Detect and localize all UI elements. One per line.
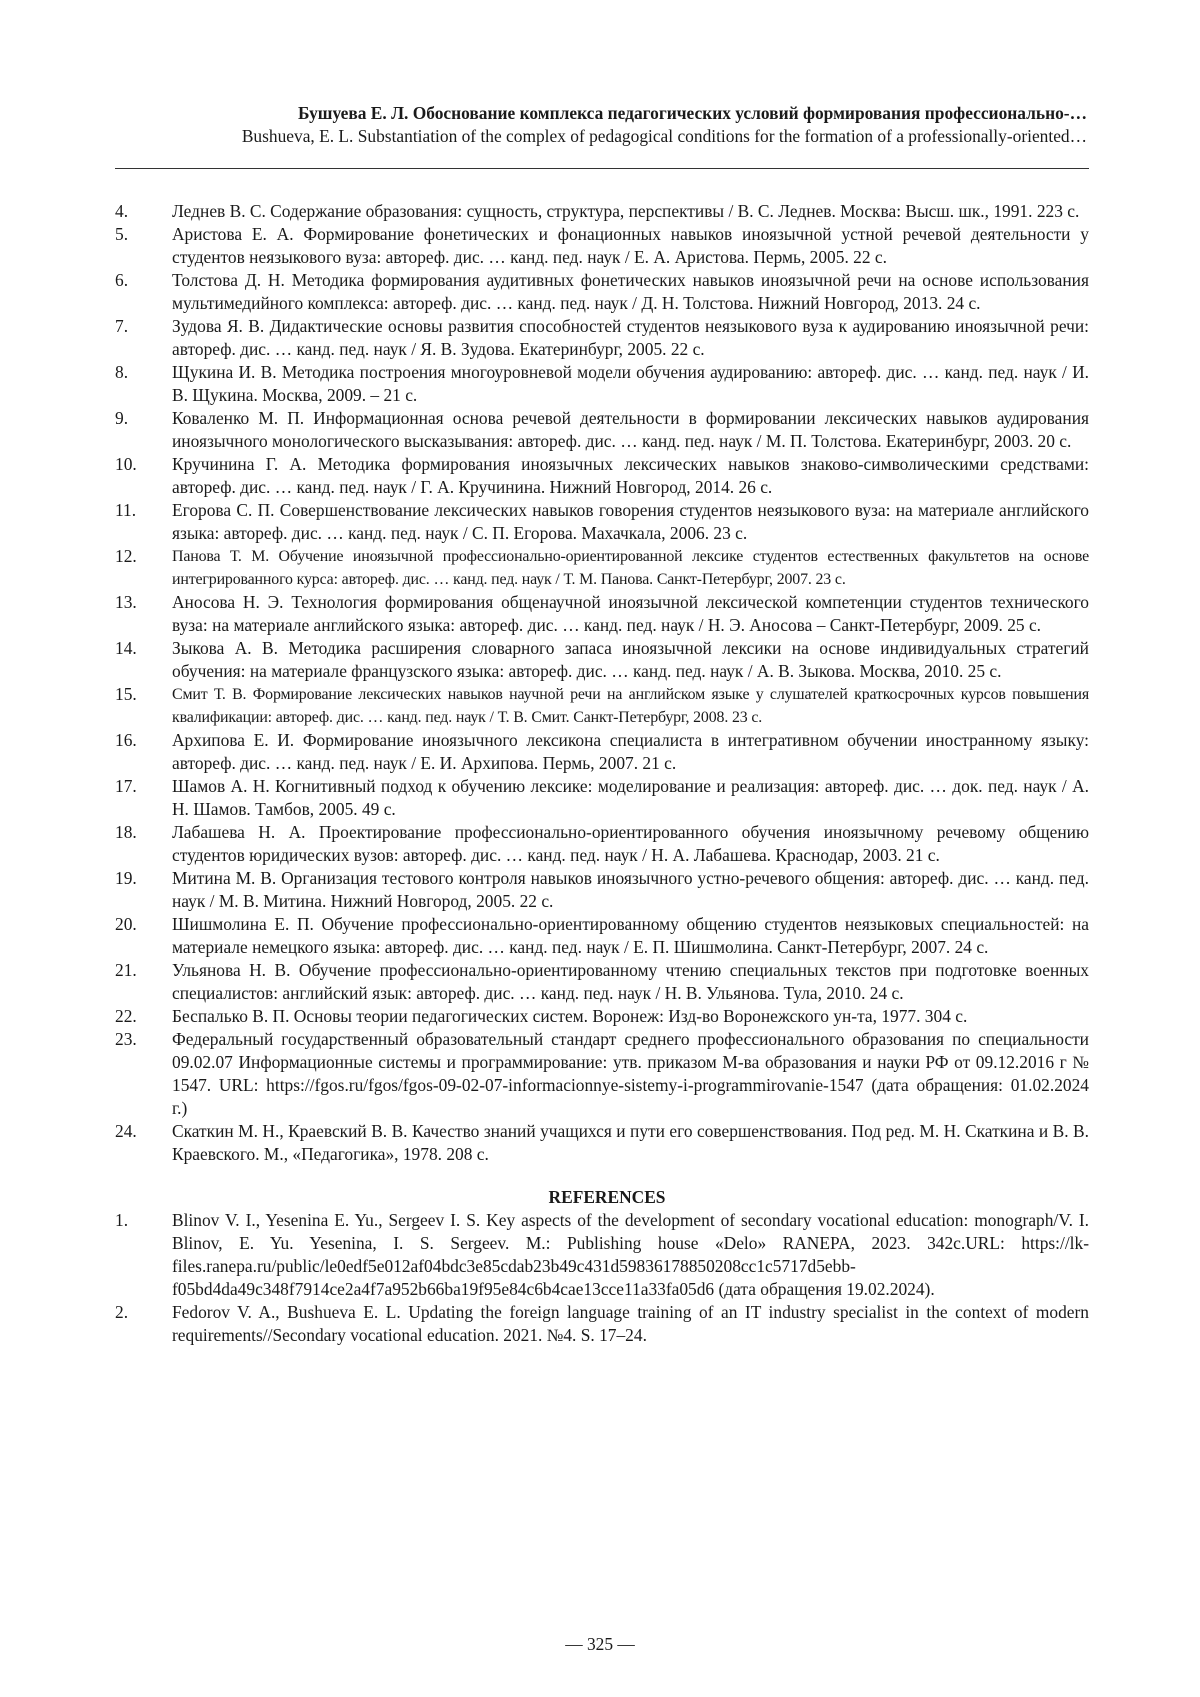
reference-text: Fedorov V. A., Bushueva E. L. Updating the foreign language training of an IT industry specialist in the context of modern requirements//Secondary vocational education. 2021. №4. S. 17–24. (172, 1301, 1089, 1347)
reference-text: Лабашева Н. А. Проектирование профессионально-ориентированного обучения иноязычному речевому общению студентов юридических вузов: автореф. дис. … канд. пед. наук / Н. А. Лабашева. Краснодар, 2003. 21 с. (172, 821, 1089, 867)
reference-item (115, 1028, 1089, 1120)
reference-text: Леднев В. С. Содержание образования: сущность, структура, перспективы / В. С. Леднев. Москва: Высш. шк., 1991. 223 с. (172, 200, 1089, 223)
reference-item (115, 269, 1089, 315)
reference-number: 15. (115, 683, 172, 729)
reference-text: Зудова Я. В. Дидактические основы развития способностей студентов неязыкового вуза к аудированию иноязычной речи: автореф. дис. … канд. пед. наук / Я. В. Зудова. Екатеринбург, 2005. 22 с. (172, 315, 1089, 361)
reference-text: Blinov V. I., Yesenina E. Yu., Sergeev I. S. Key aspects of the development of secondary vocational education: monograph/V. I. Blinov, E. Yu. Yesenina, I. S. Sergeev. M.: Publishing house «Delo» RANEPA, 2023. 342c.URL: https://lk-files.ranepa.ru/public/le0edf5e012af04bdc3e85cdab23b49c431d59836178850208cc1c5717d5ebb-f05bd4da49c348f7914ce2a4f7a952b66ba19f95e84c6b4cae13cce11a33fa05d6 (дата обращения 19.02.2024). (172, 1209, 1089, 1301)
reference-text: Панова Т. М. Обучение иноязычной профессионально-ориентированной лексике студентов естественных факультетов на основе интегрированного курса: автореф. дис. … канд. пед. наук / Т. М. Панова. Санкт-Петербург, 2007. 23 с. (172, 545, 1089, 591)
reference-text: Ульянова Н. В. Обучение профессионально-ориентированному чтению специальных текстов при подготовке военных специалистов: английский язык: автореф. дис. … канд. пед. наук / Н. В. Ульянова. Тула, 2010. 24 с. (172, 959, 1089, 1005)
reference-number: 23. (115, 1028, 172, 1120)
reference-item (115, 1005, 1089, 1028)
reference-number: 7. (115, 315, 172, 361)
header-title-ru: Бушуева Е. Л. Обоснование комплекса педагогических условий формирования профессионально-… (115, 102, 1087, 125)
reference-text: Митина М. В. Организация тестового контроля навыков иноязычного устно-речевого общения: автореф. дис. … канд. пед. наук / М. В. Митина. Нижний Новгород, 2005. 22 с. (172, 867, 1089, 913)
reference-text: Коваленко М. П. Информационная основа речевой деятельности в формировании лексических навыков аудирования иноязычного монологического высказывания: автореф. дис. … канд. пед. наук / М. П. Толстова. Екатеринбург, 2003. 20 с. (172, 407, 1089, 453)
reference-item (115, 545, 1089, 591)
reference-item (115, 729, 1089, 775)
reference-text: Егорова С. П. Совершенствование лексических навыков говорения студентов неязыкового вуза: на материале английского языка: автореф. дис. … канд. пед. наук / С. П. Егорова. Махачкала, 2006. 23 с. (172, 499, 1089, 545)
reference-item (115, 867, 1089, 913)
references-heading: REFERENCES (115, 1186, 1089, 1209)
reference-item (115, 499, 1089, 545)
reference-item (115, 1120, 1089, 1166)
reference-number: 6. (115, 269, 172, 315)
reference-item (115, 637, 1089, 683)
reference-item (115, 1209, 1089, 1301)
reference-text: Беспалько В. П. Основы теории педагогических систем. Воронеж: Изд-во Воронежского ун-та, 1977. 304 с. (172, 1005, 1089, 1028)
reference-list (115, 200, 1089, 1347)
journal-page (0, 0, 1200, 1697)
reference-text: Архипова Е. И. Формирование иноязычного лексикона специалиста в интегративном обучении иностранному языку: автореф. дис. … канд. пед. наук / Е. И. Архипова. Пермь, 2007. 21 с. (172, 729, 1089, 775)
reference-text: Федеральный государственный образовательный стандарт среднего профессионального образования по специальности 09.02.07 Информационные системы и программирование: утв. приказом М-ва образования и науки РФ от 09.12.2016 г № 1547. URL: https://fgos.ru/fgos/fgos-09-02-07-informacionnye-sistemy-i-programmirovanie-1547 (дата обращения: 01.02.2024 г.) (172, 1028, 1089, 1120)
reference-text: Скаткин М. Н., Краевский В. В. Качество знаний учащихся и пути его совершенствования. Под ред. М. Н. Скаткина и В. В. Краевского. М., «Педагогика», 1978. 208 с. (172, 1120, 1089, 1166)
header-title-en: Bushueva, E. L. Substantiation of the complex of pedagogical conditions for the formation of a professionally-oriented… (115, 125, 1087, 148)
reference-text: Зыкова А. В. Методика расширения словарного запаса иноязычной лексики на основе индивидуальных стратегий обучения: на материале французского языка: автореф. дис. … канд. пед. наук / А. В. Зыкова. Москва, 2010. 25 с. (172, 637, 1089, 683)
reference-text: Смит Т. В. Формирование лексических навыков научной речи на английском языке у слушателей краткосрочных курсов повышения квалификации: автореф. дис. … канд. пед. наук / Т. В. Смит. Санкт-Петербург, 2008. 23 с. (172, 683, 1089, 729)
reference-number: 17. (115, 775, 172, 821)
reference-item (115, 959, 1089, 1005)
running-header (115, 102, 1087, 148)
reference-number: 18. (115, 821, 172, 867)
reference-item (115, 683, 1089, 729)
reference-number: 1. (115, 1209, 172, 1301)
reference-text: Щукина И. В. Методика построения многоуровневой модели обучения аудированию: автореф. дис. … канд. пед. наук / И. В. Щукина. Москва, 2009. – 21 с. (172, 361, 1089, 407)
reference-number: 22. (115, 1005, 172, 1028)
reference-number: 19. (115, 867, 172, 913)
reference-text: Кручинина Г. А. Методика формирования иноязычных лексических навыков знаково-символическими средствами: автореф. дис. … канд. пед. наук / Г. А. Кручинина. Нижний Новгород, 2014. 26 с. (172, 453, 1089, 499)
reference-item (115, 821, 1089, 867)
reference-number: 2. (115, 1301, 172, 1347)
reference-number: 20. (115, 913, 172, 959)
reference-number: 11. (115, 499, 172, 545)
reference-text: Аносова Н. Э. Технология формирования общенаучной иноязычной лексической компетенции студентов технического вуза: на материале английского языка: автореф. дис. … канд. пед. наук / Н. Э. Аносова – Санкт-Петербург, 2009. 25 с. (172, 591, 1089, 637)
reference-number: 10. (115, 453, 172, 499)
reference-number: 13. (115, 591, 172, 637)
reference-number: 16. (115, 729, 172, 775)
reference-item (115, 775, 1089, 821)
page-number: — 325 — (0, 1633, 1200, 1656)
reference-number: 5. (115, 223, 172, 269)
reference-number: 21. (115, 959, 172, 1005)
reference-number: 12. (115, 545, 172, 591)
reference-item (115, 223, 1089, 269)
header-divider (115, 168, 1089, 169)
reference-item (115, 200, 1089, 223)
reference-number: 24. (115, 1120, 172, 1166)
reference-item (115, 453, 1089, 499)
reference-number: 14. (115, 637, 172, 683)
reference-number: 4. (115, 200, 172, 223)
reference-text: Аристова Е. А. Формирование фонетических и фонационных навыков иноязычной устной речевой деятельности у студентов неязыкового вуза: автореф. дис. … канд. пед. наук / Е. А. Аристова. Пермь, 2005. 22 с. (172, 223, 1089, 269)
reference-item (115, 361, 1089, 407)
reference-item (115, 913, 1089, 959)
reference-item (115, 315, 1089, 361)
reference-item (115, 1301, 1089, 1347)
reference-item (115, 591, 1089, 637)
reference-text: Шишмолина Е. П. Обучение профессионально-ориентированному общению студентов неязыковых специальностей: на материале немецкого языка: автореф. дис. … канд. пед. наук / Е. П. Шишмолина. Санкт-Петербург, 2007. 24 с. (172, 913, 1089, 959)
reference-item (115, 407, 1089, 453)
reference-number: 9. (115, 407, 172, 453)
reference-text: Шамов А. Н. Когнитивный подход к обучению лексике: моделирование и реализация: автореф. дис. … док. пед. наук / А. Н. Шамов. Тамбов, 2005. 49 с. (172, 775, 1089, 821)
reference-number: 8. (115, 361, 172, 407)
reference-text: Толстова Д. Н. Методика формирования аудитивных фонетических навыков иноязычной речи на основе использования мультимедийного комплекса: автореф. дис. … канд. пед. наук / Д. Н. Толстова. Нижний Новгород, 2013. 24 с. (172, 269, 1089, 315)
